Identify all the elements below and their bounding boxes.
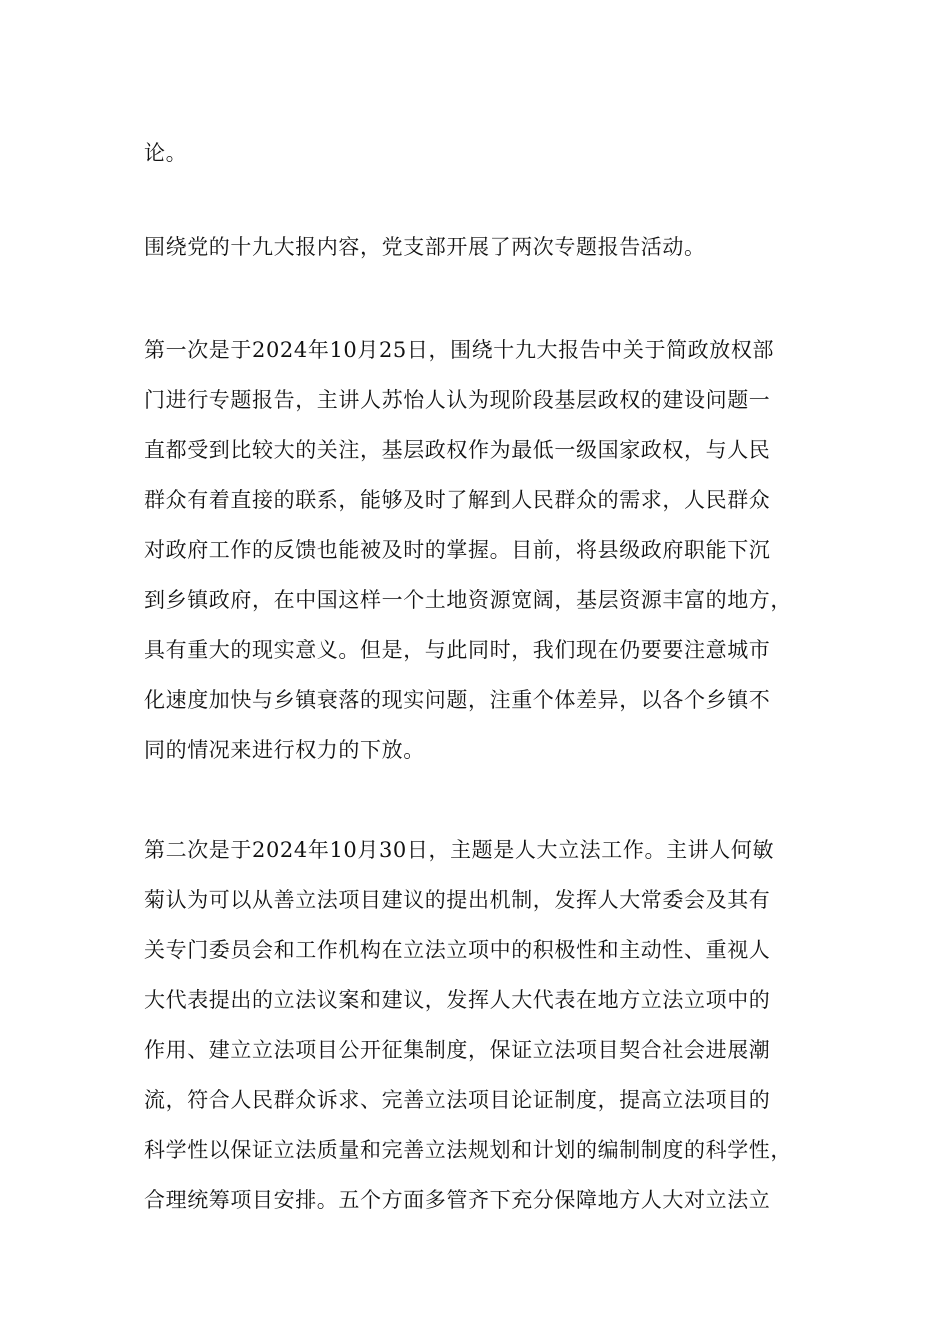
paragraph-line: 直都受到比较大的关注，基层政权作为最低一级国家政权，与人民 (144, 438, 771, 462)
paragraph-line: 对政府工作的反馈也能被及时的掌握。目前，将县级政府职能下沉 (144, 538, 771, 562)
paragraph-line: 具有重大的现实意义。但是，与此同时，我们现在仍要要注意城市 (144, 638, 771, 662)
paragraph-line: 同的情况来进行权力的下放。 (144, 738, 425, 762)
paragraph-line: 门进行专题报告，主讲人苏怡人认为现阶段基层政权的建设问题一 (144, 388, 771, 412)
paragraph-line: 作用、建立立法项目公开征集制度，保证立法项目契合社会进展潮 (144, 1038, 771, 1062)
paragraph-line: 合理统筹项目安排。五个方面多管齐下充分保障地方人大对立法立 (144, 1188, 771, 1212)
paragraph-line: 关专门委员会和工作机构在立法立项中的积极性和主动性、重视人 (144, 938, 771, 962)
paragraph-line: 到乡镇政府，在中国这样一个土地资源宽阔，基层资源丰富的地方， (144, 588, 792, 612)
paragraph-line: 大代表提出的立法议案和建议，发挥人大代表在地方立法立项中的 (144, 988, 771, 1012)
paragraph-line: 第一次是于2024年10月25日，围绕十九大报告中关于简政放权部 (144, 338, 775, 362)
paragraph-line: 第二次是于2024年10月30日，主题是人大立法工作。主讲人何敏 (144, 838, 775, 862)
paragraph-line: 科学性以保证立法质量和完善立法规划和计划的编制制度的科学性， (144, 1138, 792, 1162)
paragraph-line: 论。 (144, 141, 188, 165)
paragraph-line: 流，符合人民群众诉求、完善立法项目论证制度，提高立法项目的 (144, 1088, 771, 1112)
paragraph-line: 菊认为可以从善立法项目建议的提出机制，发挥人大常委会及其有 (144, 888, 771, 912)
paragraph-line: 化速度加快与乡镇衰落的现实问题，注重个体差异，以各个乡镇不 (144, 688, 771, 712)
paragraph-line: 围绕党的十九大报内容，党支部开展了两次专题报告活动。 (144, 235, 706, 259)
paragraph-line: 群众有着直接的联系，能够及时了解到人民群众的需求，人民群众 (144, 488, 771, 512)
